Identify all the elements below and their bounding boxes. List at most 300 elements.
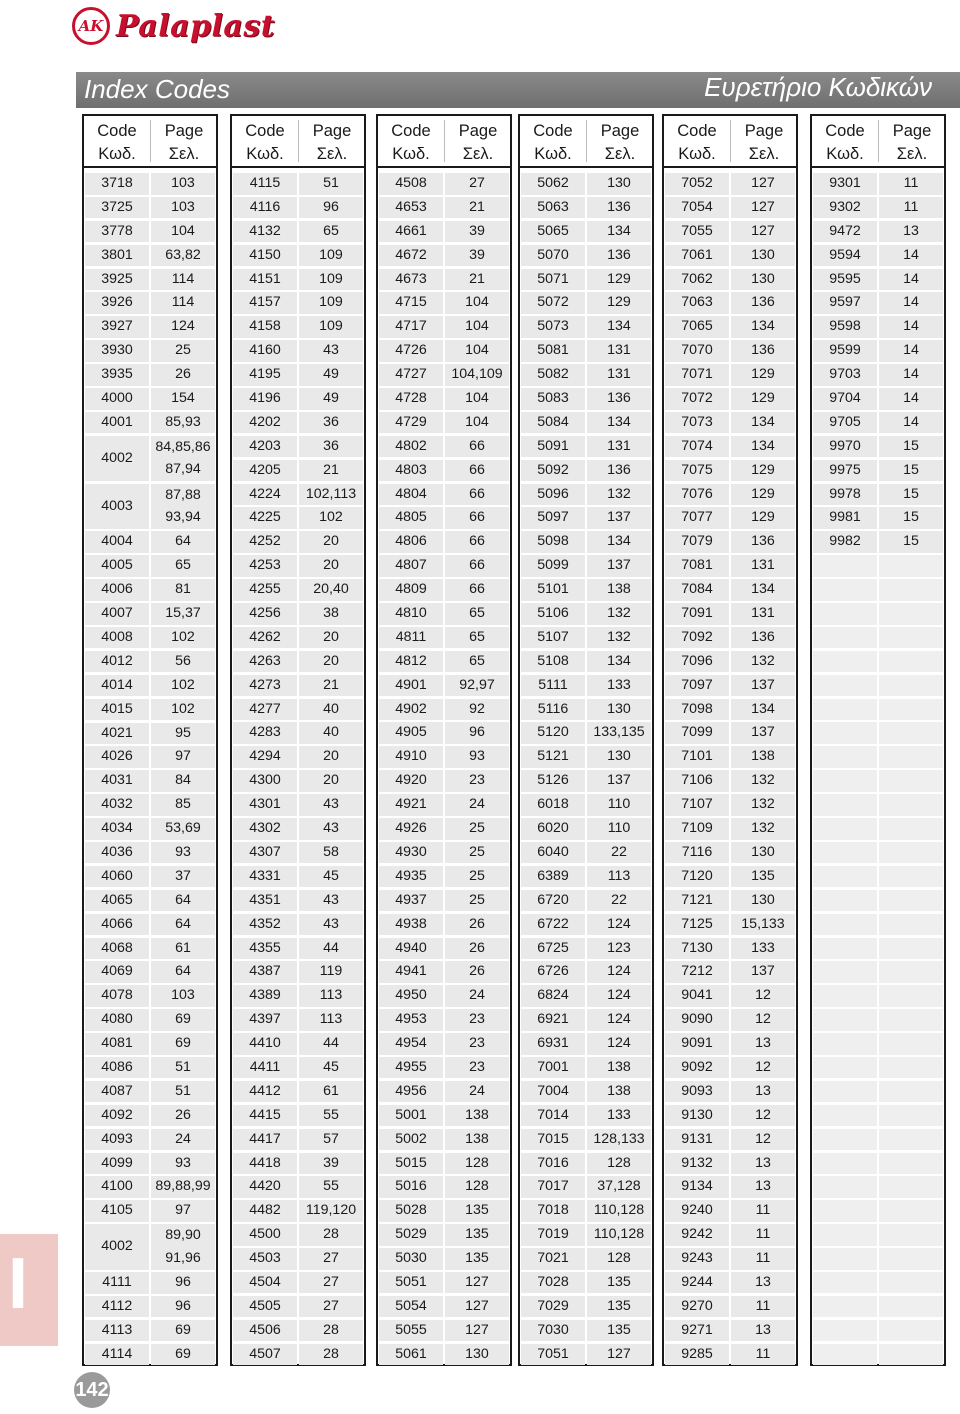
empty-row <box>812 937 944 961</box>
page-cell: 64 <box>151 914 215 936</box>
code-cell: 4302 <box>233 818 297 840</box>
code-cell: 7107 <box>665 794 729 816</box>
code-cell: 4810 <box>379 603 443 625</box>
page-cell: 136 <box>587 245 651 267</box>
page-cell: 93 <box>151 1153 215 1175</box>
code-cell: 7073 <box>665 412 729 434</box>
code-cell: 4804 <box>379 484 443 506</box>
table-row <box>378 865 510 889</box>
code-cell: 4397 <box>233 1009 297 1031</box>
table-row <box>378 578 510 602</box>
table-row <box>232 387 364 411</box>
empty-cell <box>879 746 943 768</box>
code-cell: 4114 <box>85 1344 149 1366</box>
code-cell: 4100 <box>85 1176 149 1198</box>
page-cell: 61 <box>299 1081 363 1103</box>
empty-cell <box>813 1009 877 1031</box>
table-row <box>520 578 652 602</box>
page-cell: 65 <box>445 603 509 625</box>
empty-row <box>812 865 944 889</box>
code-cell: 4672 <box>379 245 443 267</box>
code-cell: 5072 <box>521 292 585 314</box>
code-cell: 9091 <box>665 1033 729 1055</box>
empty-row <box>812 1128 944 1152</box>
table-row <box>84 1152 216 1176</box>
page-cell: 11 <box>731 1248 795 1270</box>
table-row <box>378 1343 510 1367</box>
table-row <box>232 937 364 961</box>
page-cell: 93 <box>151 842 215 864</box>
code-cell: 7054 <box>665 197 729 219</box>
code-cell: 4505 <box>233 1296 297 1318</box>
page-cell: 124 <box>587 985 651 1007</box>
code-cell: 5082 <box>521 364 585 386</box>
page-cell: 20 <box>299 627 363 649</box>
table-row <box>378 698 510 722</box>
code-cell: 7116 <box>665 842 729 864</box>
table-row <box>520 1032 652 1056</box>
table-row <box>232 698 364 722</box>
table-row <box>664 363 796 387</box>
table-row <box>378 411 510 435</box>
table-row <box>84 650 216 674</box>
table-row <box>378 650 510 674</box>
table-row <box>84 889 216 913</box>
code-cell: 4026 <box>85 746 149 768</box>
empty-row <box>812 1247 944 1271</box>
code-cell: 9599 <box>813 340 877 362</box>
code-cell: 4158 <box>233 316 297 338</box>
page-cell: 136 <box>587 460 651 482</box>
table-row <box>812 196 944 220</box>
page-cell: 25 <box>445 818 509 840</box>
code-cell: 9271 <box>665 1320 729 1342</box>
page-cell: 129 <box>731 364 795 386</box>
code-cell: 4150 <box>233 245 297 267</box>
table-row <box>84 1271 216 1295</box>
page-cell: 131 <box>731 555 795 577</box>
column-header <box>378 116 510 168</box>
page-header <box>444 120 511 162</box>
page-cell: 55 <box>299 1105 363 1127</box>
code-cell: 9982 <box>813 531 877 553</box>
page-header <box>298 120 365 162</box>
table-row <box>664 244 796 268</box>
page-cell: 51 <box>299 173 363 195</box>
empty-cell <box>813 794 877 816</box>
page-cell: 136 <box>731 292 795 314</box>
empty-cell <box>813 985 877 1007</box>
table-row <box>84 1080 216 1104</box>
page-cell: 129 <box>731 388 795 410</box>
empty-cell <box>879 1153 943 1175</box>
table-row <box>232 554 364 578</box>
empty-cell <box>813 842 877 864</box>
code-cell: 7091 <box>665 603 729 625</box>
page-cell: 66 <box>445 484 509 506</box>
page-cell: 27 <box>299 1272 363 1294</box>
page-cell: 20 <box>299 531 363 553</box>
code-cell: 5120 <box>521 722 585 744</box>
page-cell: 127 <box>445 1320 509 1342</box>
table-row <box>232 745 364 769</box>
code-cell: 4355 <box>233 938 297 960</box>
page-cell: 89,88,99 <box>151 1176 215 1198</box>
code-cell: 9134 <box>665 1176 729 1198</box>
table-row <box>520 1295 652 1319</box>
code-cell: 5096 <box>521 484 585 506</box>
page-cell: 14 <box>879 292 943 314</box>
code-cell: 7014 <box>521 1105 585 1127</box>
page-cell: 136 <box>731 627 795 649</box>
code-cell: 6725 <box>521 938 585 960</box>
page-cell: 20 <box>299 770 363 792</box>
code-cell: 4920 <box>379 770 443 792</box>
code-cell: 7052 <box>665 173 729 195</box>
code-cell: 7021 <box>521 1248 585 1270</box>
code-cell: 5055 <box>379 1320 443 1342</box>
page-cell: 129 <box>587 292 651 314</box>
table-row <box>378 913 510 937</box>
code-cell: 5106 <box>521 603 585 625</box>
code-cell: 4387 <box>233 961 297 983</box>
page-cell: 119,120 <box>299 1200 363 1222</box>
empty-cell <box>879 1296 943 1318</box>
code-cell: 7212 <box>665 961 729 983</box>
page-cell <box>151 484 215 530</box>
page-cell: 138 <box>587 1057 651 1079</box>
empty-cell <box>813 1105 877 1127</box>
code-cell: 9703 <box>813 364 877 386</box>
page-cell: 15,133 <box>731 914 795 936</box>
table-row <box>378 172 510 196</box>
code-cell: 4727 <box>379 364 443 386</box>
table-row <box>378 268 510 292</box>
empty-row <box>812 1175 944 1199</box>
code-cell: 7097 <box>665 675 729 697</box>
page-cell: 104 <box>445 292 509 314</box>
page-cell: 12 <box>731 1009 795 1031</box>
table-row <box>664 411 796 435</box>
code-cell: 7063 <box>665 292 729 314</box>
index-column <box>230 114 366 1366</box>
page-cell: 40 <box>299 699 363 721</box>
code-cell: 7075 <box>665 460 729 482</box>
code-cell: 4081 <box>85 1033 149 1055</box>
table-row <box>84 1032 216 1056</box>
page-header-en: Page <box>892 122 932 140</box>
page-value: 89,90 <box>165 1227 201 1244</box>
table-row <box>84 1128 216 1152</box>
code-cell: 7071 <box>665 364 729 386</box>
page-cell: 44 <box>299 1033 363 1055</box>
page-cell: 130 <box>445 1344 509 1366</box>
code-cell: 4805 <box>379 507 443 529</box>
page-cell: 26 <box>445 961 509 983</box>
code-cell: 6040 <box>521 842 585 864</box>
code-cell: 7055 <box>665 221 729 243</box>
empty-row <box>812 578 944 602</box>
table-row <box>520 387 652 411</box>
page-cell: 97 <box>151 1200 215 1222</box>
page-cell: 127 <box>445 1296 509 1318</box>
table-row <box>664 889 796 913</box>
page-cell: 11 <box>879 173 943 195</box>
code-cell: 7098 <box>665 699 729 721</box>
table-row <box>664 459 796 483</box>
page-cell: 69 <box>151 1009 215 1031</box>
code-cell: 7077 <box>665 507 729 529</box>
page-cell: 25 <box>151 340 215 362</box>
table-row <box>664 315 796 339</box>
code-cell: 5001 <box>379 1105 443 1127</box>
code-cell: 4953 <box>379 1009 443 1031</box>
table-row <box>664 937 796 961</box>
code-cell: 4482 <box>233 1200 297 1222</box>
code-cell: 4351 <box>233 890 297 912</box>
page-value-2: 87,94 <box>165 461 201 478</box>
empty-cell <box>879 866 943 888</box>
page-cell: 96 <box>151 1272 215 1294</box>
index-column <box>518 114 654 1366</box>
code-cell: 7070 <box>665 340 729 362</box>
page-cell: 102 <box>151 627 215 649</box>
table-row <box>84 196 216 220</box>
page-cell: 137 <box>731 722 795 744</box>
page-cell: 39 <box>299 1153 363 1175</box>
code-cell: 4093 <box>85 1129 149 1151</box>
code-cell: 7016 <box>521 1153 585 1175</box>
table-row <box>378 889 510 913</box>
empty-row <box>812 602 944 626</box>
page-cell: 58 <box>299 842 363 864</box>
code-cell: 7029 <box>521 1296 585 1318</box>
page-cell: 130 <box>731 890 795 912</box>
page-cell: 15 <box>879 484 943 506</box>
code-cell: 4673 <box>379 269 443 291</box>
empty-row <box>812 1199 944 1223</box>
table-row <box>84 1104 216 1128</box>
table-row <box>378 363 510 387</box>
table-row <box>520 674 652 698</box>
code-header-gr: Κωδ. <box>98 145 136 163</box>
code-cell: 6018 <box>521 794 585 816</box>
page-cell: 25 <box>445 890 509 912</box>
code-cell: 9594 <box>813 245 877 267</box>
page-cell: 25 <box>445 866 509 888</box>
page-cell: 20 <box>299 555 363 577</box>
table-row <box>378 960 510 984</box>
code-cell: 4294 <box>233 746 297 768</box>
empty-cell <box>879 651 943 673</box>
page-cell: 65 <box>299 221 363 243</box>
empty-row <box>812 889 944 913</box>
page-cell: 13 <box>879 221 943 243</box>
page-cell: 97 <box>151 746 215 768</box>
page-cell: 128,133 <box>587 1129 651 1151</box>
empty-cell <box>813 938 877 960</box>
page-cell: 57 <box>299 1129 363 1151</box>
table-row <box>232 315 364 339</box>
table-row <box>84 268 216 292</box>
empty-cell <box>813 1129 877 1151</box>
empty-cell <box>813 1320 877 1342</box>
table-row <box>664 745 796 769</box>
code-cell: 5081 <box>521 340 585 362</box>
code-cell: 9472 <box>813 221 877 243</box>
code-cell: 4941 <box>379 961 443 983</box>
code-cell: 3801 <box>85 245 149 267</box>
code-cell: 7099 <box>665 722 729 744</box>
table-row <box>520 1271 652 1295</box>
page-cell: 81 <box>151 579 215 601</box>
page-cell: 66 <box>445 555 509 577</box>
page-cell: 14 <box>879 245 943 267</box>
page-cell: 137 <box>587 555 651 577</box>
table-row <box>84 411 216 435</box>
table-row <box>664 865 796 889</box>
code-header <box>664 120 730 166</box>
table-row <box>520 411 652 435</box>
page-cell: 104 <box>445 388 509 410</box>
empty-cell <box>879 1224 943 1246</box>
code-cell: 5028 <box>379 1200 443 1222</box>
table-row <box>232 291 364 315</box>
table-row <box>378 984 510 1008</box>
code-cell: 9132 <box>665 1153 729 1175</box>
page-cell: 11 <box>731 1224 795 1246</box>
code-cell: 4307 <box>233 842 297 864</box>
code-cell: 7072 <box>665 388 729 410</box>
code-cell: 4060 <box>85 866 149 888</box>
table-row <box>378 817 510 841</box>
column-body <box>812 172 944 1367</box>
empty-row <box>812 1056 944 1080</box>
page-cell: 130 <box>731 245 795 267</box>
page-cell: 124 <box>587 914 651 936</box>
table-row <box>378 1008 510 1032</box>
index-column <box>662 114 798 1366</box>
code-cell: 4015 <box>85 699 149 721</box>
code-header <box>378 120 444 166</box>
page-cell: 109 <box>299 245 363 267</box>
code-cell: 5101 <box>521 579 585 601</box>
code-cell: 4080 <box>85 1009 149 1031</box>
table-row <box>378 1080 510 1104</box>
page-cell: 22 <box>587 890 651 912</box>
table-row <box>520 196 652 220</box>
page-cell: 102 <box>299 507 363 529</box>
code-header-gr: Κωδ. <box>534 145 572 163</box>
code-cell: 6726 <box>521 961 585 983</box>
empty-row <box>812 1032 944 1056</box>
table-row <box>232 1343 364 1367</box>
page-cell: 134 <box>731 699 795 721</box>
empty-cell <box>879 842 943 864</box>
code-cell: 7121 <box>665 890 729 912</box>
page-cell: 104 <box>445 340 509 362</box>
table-row <box>520 1199 652 1223</box>
page-cell: 66 <box>445 579 509 601</box>
page-cell: 136 <box>587 388 651 410</box>
code-cell: 4132 <box>233 221 297 243</box>
code-cell: 4809 <box>379 579 443 601</box>
page-cell: 28 <box>299 1224 363 1246</box>
page-header-en: Page <box>458 122 498 140</box>
empty-cell <box>879 555 943 577</box>
code-cell: 5002 <box>379 1129 443 1151</box>
page-cell: 103 <box>151 173 215 195</box>
code-cell: 5063 <box>521 197 585 219</box>
code-cell: 4225 <box>233 507 297 529</box>
table-row <box>664 530 796 554</box>
page-cell: 28 <box>299 1344 363 1366</box>
table-row <box>232 483 364 507</box>
empty-row <box>812 793 944 817</box>
table-row <box>664 721 796 745</box>
page-cell: 92 <box>445 699 509 721</box>
table-row <box>84 244 216 268</box>
code-cell: 9598 <box>813 316 877 338</box>
code-header <box>84 120 150 166</box>
code-cell: 4012 <box>85 651 149 673</box>
page-value: 87,88 <box>165 486 201 503</box>
empty-row <box>812 1319 944 1343</box>
code-cell: 4160 <box>233 340 297 362</box>
table-row <box>84 220 216 244</box>
empty-cell <box>813 1200 877 1222</box>
code-cell: 7015 <box>521 1129 585 1151</box>
code-cell: 4905 <box>379 722 443 744</box>
table-row <box>664 1056 796 1080</box>
table-row <box>520 602 652 626</box>
page-header-en: Page <box>164 122 204 140</box>
page-cell: 40 <box>299 722 363 744</box>
empty-row <box>812 1152 944 1176</box>
table-row <box>378 1175 510 1199</box>
table-row <box>520 817 652 841</box>
page-cell: 24 <box>445 794 509 816</box>
column-header <box>812 116 944 168</box>
code-cell: 5071 <box>521 269 585 291</box>
table-row <box>84 745 216 769</box>
page-cell: 51 <box>151 1081 215 1103</box>
page-cell: 124 <box>587 961 651 983</box>
page-cell: 12 <box>731 1129 795 1151</box>
table-row <box>520 889 652 913</box>
table-row <box>378 483 510 507</box>
table-row <box>520 1247 652 1271</box>
code-cell: 4717 <box>379 316 443 338</box>
page-cell: 63,82 <box>151 245 215 267</box>
code-cell: 7120 <box>665 866 729 888</box>
page-cell: 124 <box>587 1009 651 1031</box>
table-row <box>232 626 364 650</box>
page-cell: 110 <box>587 794 651 816</box>
empty-cell <box>813 1248 877 1270</box>
empty-cell <box>879 890 943 912</box>
table-row <box>84 913 216 937</box>
table-row <box>664 793 796 817</box>
code-cell: 4031 <box>85 770 149 792</box>
page-cell: 43 <box>299 340 363 362</box>
code-cell: 3925 <box>85 269 149 291</box>
code-cell: 4301 <box>233 794 297 816</box>
table-row <box>664 483 796 507</box>
table-row <box>84 172 216 196</box>
code-cell: 5083 <box>521 388 585 410</box>
page-cell: 12 <box>731 1057 795 1079</box>
